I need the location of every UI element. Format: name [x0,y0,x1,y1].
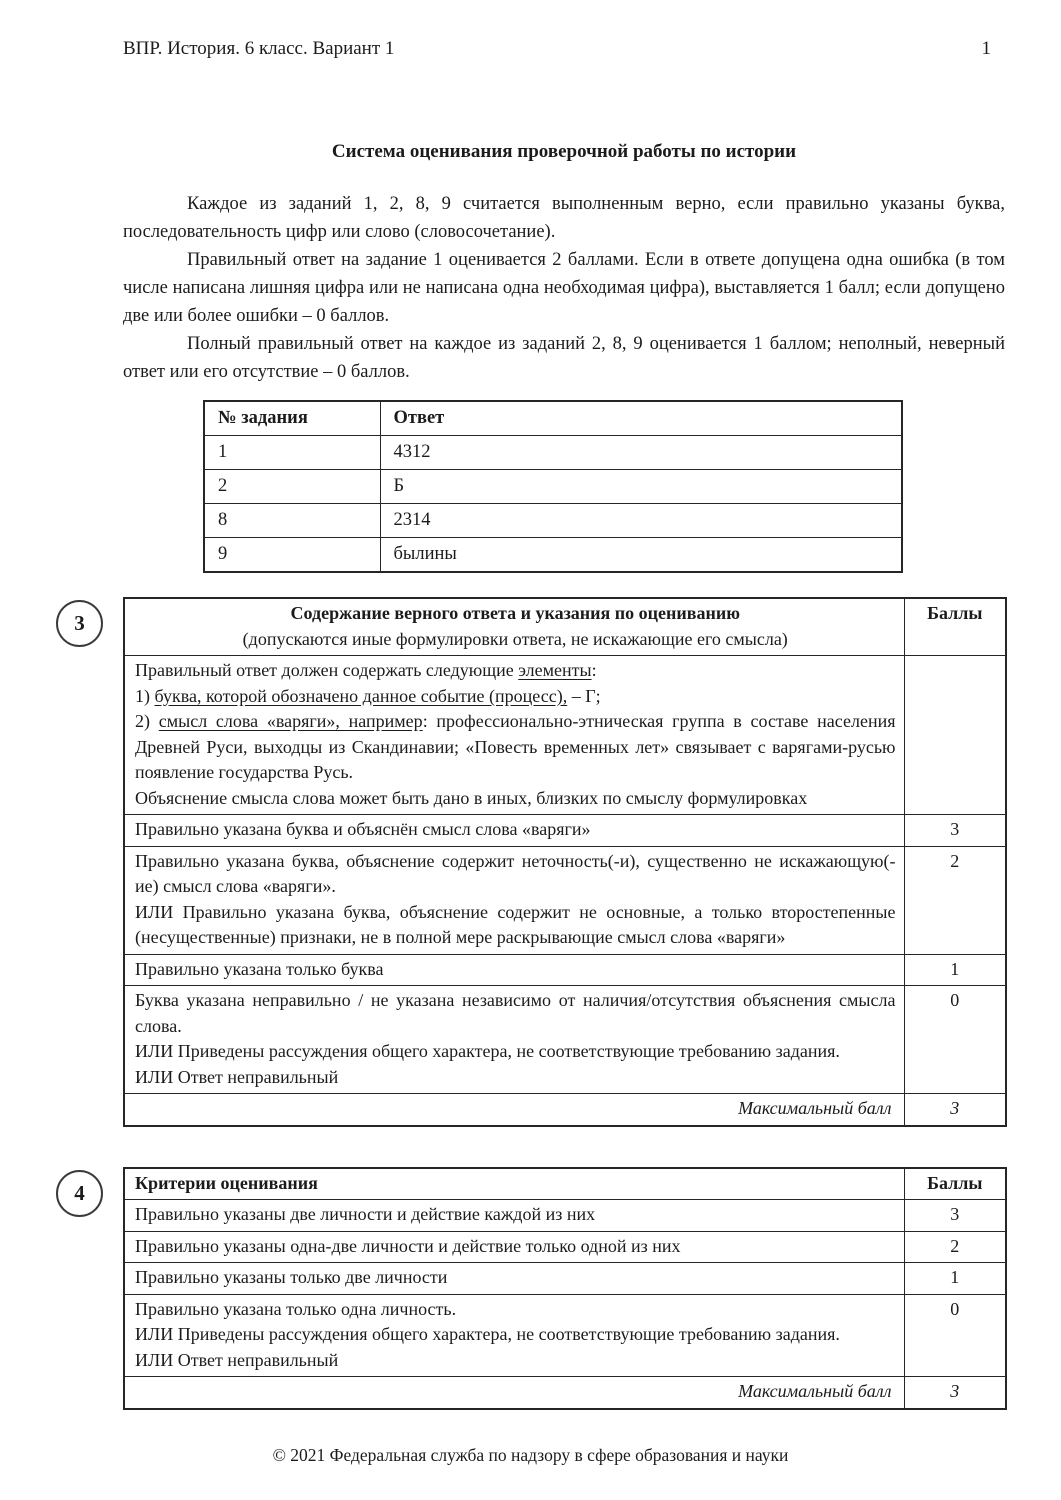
criteria-points: 0 [904,986,1006,1094]
criteria-line: ИЛИ Ответ неправильный [135,1349,339,1370]
answer-value: былины [380,538,902,573]
max-score-label: Максимальный балл [124,1377,904,1409]
task3-number-badge [56,600,103,647]
answer-value: 2314 [380,504,902,538]
max-score-value: 3 [904,1377,1006,1409]
task3-answer-content-row [124,656,1006,815]
criteria-text [124,986,904,1094]
answer-row [204,436,902,470]
answer-elements-line [135,658,896,684]
criteria-line: Правильно указана только одна личность. [135,1298,457,1319]
empty-points-cell [904,656,1006,815]
intro-paragraph-3: Полный правильный ответ на каждое из заданий 2, 8, 9 оценивается 1 баллом; неполный, неверный ответ или его отсутствие – 0 баллов. [123,334,1005,382]
answer-row [204,538,902,573]
answer-task-number: 9 [204,538,380,573]
criteria-text: Правильно указаны только две личности [124,1263,904,1295]
criteria-text: Правильно указана только буква [124,954,904,986]
page-title: Система оценивания проверочной работы по истории [331,141,797,162]
task3-points-header: Баллы [904,598,1006,656]
task3-criteria-table [123,597,1007,1127]
page-number: 1 [981,38,991,59]
answers-table [203,400,903,573]
criteria-row [124,986,1006,1094]
task4-number-badge [56,1170,103,1217]
copyright-footer: © 2021 Федеральная служба по надзору в сфере образования и науки [272,1445,789,1465]
text-segment: 1) [135,685,155,706]
intro-paragraph-2: Правильный ответ на задание 1 оценивается 2 баллами. Если в ответе допущена одна ошибка (в том числе написана лишняя цифра или не написана одна необходимая цифра), выставляется 1 балл; если допущено две или более ошибки – 0 баллов. [123,250,1005,326]
answers-col-task: № задания [204,401,380,436]
criteria-row [124,815,1006,847]
criteria-points: 1 [904,1263,1006,1295]
criteria-line: ИЛИ Ответ неправильный [135,1066,339,1087]
underlined-segment: буква, которой обозначено данное событие (процесс), [154,685,568,706]
task4-criteria-table [123,1167,1007,1410]
task3-answer-content [124,656,904,815]
criteria-row [124,1294,1006,1377]
task3-header-title: Содержание верного ответа и указания по оцениванию [290,603,740,623]
task4-header-row [124,1168,1006,1200]
criteria-points: 2 [904,846,1006,954]
answer-task-number: 1 [204,436,380,470]
criteria-row [124,1200,1006,1232]
task3-header-subtitle: (допускаются иные формулировки ответа, не искажающие его смысла) [242,628,788,649]
intro-section [123,190,1005,386]
task3-number: 3 [74,611,85,635]
task3-header-row [124,598,1006,656]
underlined-segment: смысл слова «варяги», например [158,711,423,731]
criteria-text: Правильно указаны одна-две личности и действие только одной из них [124,1231,904,1263]
answer-value: Б [380,470,902,504]
criteria-text [124,1294,904,1377]
task4-header-title: Критерии оценивания [124,1168,904,1200]
underlined-segment: элементы [518,660,592,680]
max-score-label: Максимальный балл [124,1094,904,1126]
answer-task-number: 8 [204,504,380,538]
intro-paragraph-1: Каждое из заданий 1, 2, 8, 9 считается выполненным верно, если правильно указаны буква, последовательность цифр или слово (словосочетание). [123,194,1005,242]
criteria-points: 3 [904,815,1006,847]
task3-header-cell [124,598,904,656]
criteria-line: ИЛИ Правильно указана буква, объяснение содержит не основные, а только второстепенные (несущественные) признаки, не в полной мере раскрывающие смысл слова «варяги» [135,901,896,947]
answer-row [204,470,902,504]
answer-element-1 [135,684,896,710]
document-header-text: ВПР. История. 6 класс. Вариант 1 [123,38,395,59]
criteria-points: 3 [904,1200,1006,1232]
criteria-text: Правильно указана буква и объяснён смысл слова «варяги» [124,815,904,847]
criteria-line: Правильно указана буква, объяснение содержит неточность(-и), существенно не искажающую(-ие) смысл слова «варяги». [135,850,896,896]
text-segment: : [591,660,597,680]
page-header [123,38,1005,60]
max-score-row [124,1377,1006,1409]
max-score-row [124,1094,1006,1126]
answer-task-number: 2 [204,470,380,504]
criteria-row [124,1231,1006,1263]
answer-element-2 [135,709,896,786]
text-segment: : профессионально-этническая группа в составе населения Древней Руси, выходцы из Скандинавии; «Повесть временных лет» связывает с варягами-русью появление государства Русь. [135,711,896,782]
criteria-line: ИЛИ Приведены рассуждения общего характера, не соответствующие требованию задания. [135,1324,840,1344]
max-score-value: 3 [904,1094,1006,1126]
criteria-row [124,954,1006,986]
text-segment: – Г; [567,685,601,706]
criteria-points: 2 [904,1231,1006,1263]
answer-note: Объяснение смысла слова может быть дано в иных, близких по смыслу формулировках [135,787,808,808]
task3-section [74,597,1005,1127]
criteria-line: ИЛИ Приведены рассуждения общего характера, не соответствующие требованию задания. [135,1041,840,1061]
criteria-points: 0 [904,1294,1006,1377]
answer-row [204,504,902,538]
task4-section [74,1167,1005,1410]
answer-value: 4312 [380,436,902,470]
criteria-text: Правильно указаны две личности и действие каждой из них [124,1200,904,1232]
text-segment: Правильный ответ должен содержать следующие [135,660,519,680]
text-segment: 2) [135,711,159,731]
answers-header-row [204,401,902,436]
criteria-row [124,1263,1006,1295]
answers-col-answer: Ответ [380,401,902,436]
task4-points-header: Баллы [904,1168,1006,1200]
criteria-row [124,846,1006,954]
criteria-text [124,846,904,954]
criteria-points: 1 [904,954,1006,986]
criteria-line: Буква указана неправильно / не указана независимо от наличия/отсутствия объяснения смысла слова. [135,990,896,1036]
task4-number: 4 [74,1180,85,1205]
